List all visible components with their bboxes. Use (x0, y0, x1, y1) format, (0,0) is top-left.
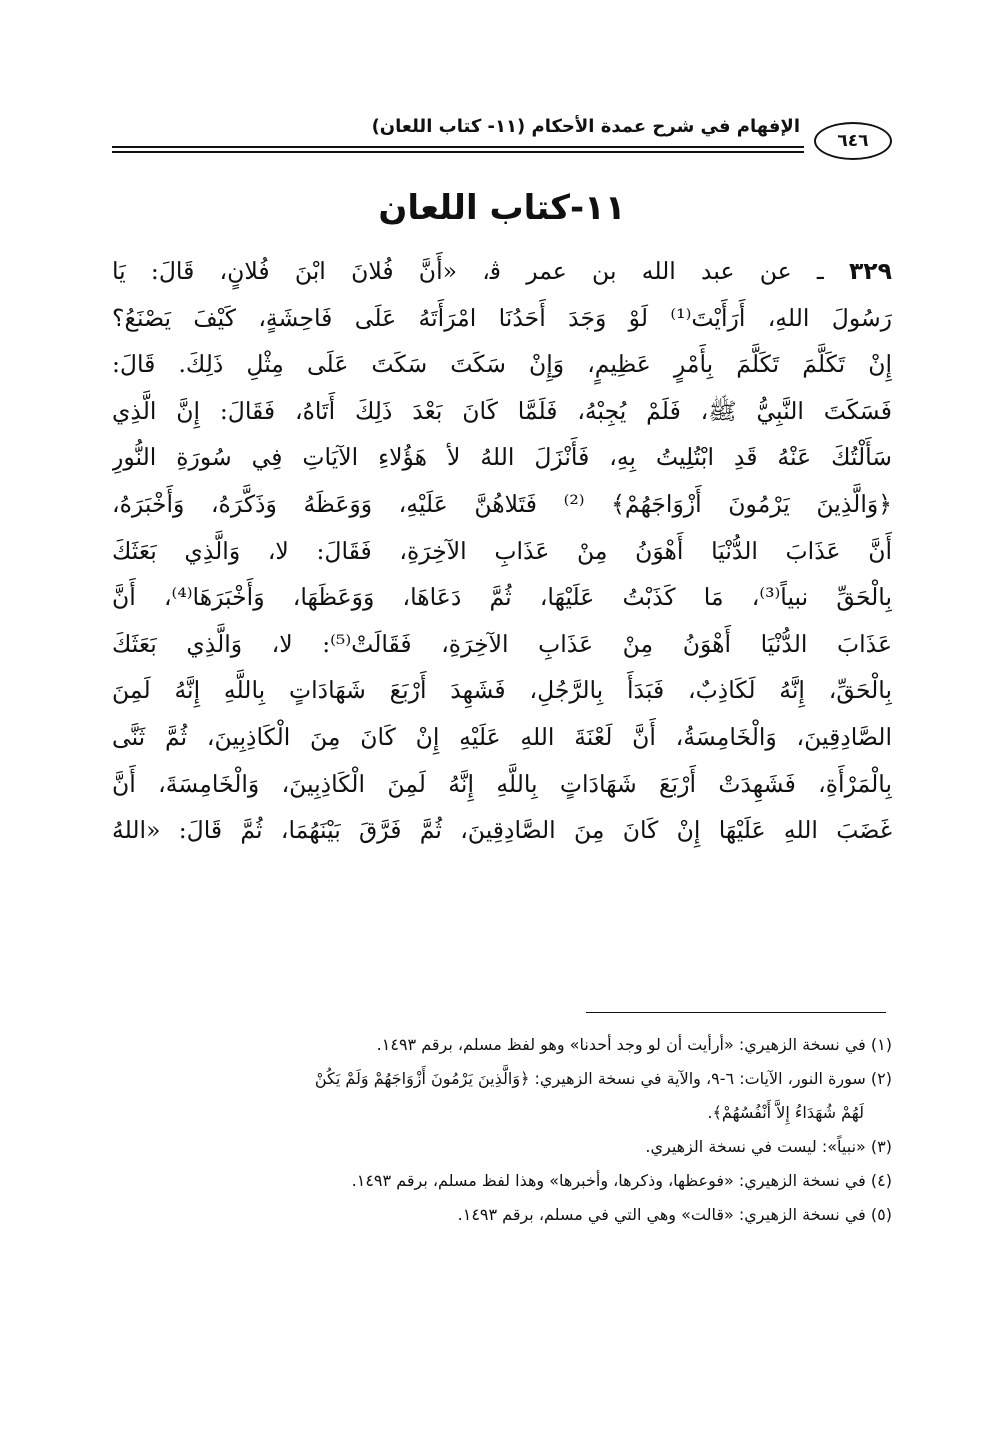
body-line: بِالْحَقِّ نبياً⁽³⁾، مَا كَذَبْتُ عَلَيْهَا، ثُمَّ دَعَاهَا، وَوَعَظَهَا، وَأَخْبَرَهَا⁽⁴⁾، أَنَّ (112, 583, 892, 612)
running-header-title: الإفهام في شرح عمدة الأحكام (١١- كتاب اللعان) (371, 116, 800, 137)
body-line: عَذَابَ الدُّنْيَا أَهْوَنُ مِنْ عَذَابِ الآخِرَةِ، فَقَالَتْ⁽⁵⁾: لا، وَالَّذِي بَعَثَكَ (112, 629, 892, 658)
body-line: غَضَبَ اللهِ عَلَيْهَا إِنْ كَانَ مِنَ الصَّادِقِينَ، ثُمَّ فَرَّقَ بَيْنَهُمَا، ثُمَّ قَالَ: «اللهُ (112, 816, 892, 845)
body-line: بِالْمَرْأَةِ، فَشَهِدَتْ أَرْبَعَ شَهَادَاتٍ بِاللَّهِ إِنَّهُ لَمِنَ الْكَاذِبِينَ، وَالْخَامِسَةَ، أَنَّ (112, 769, 892, 798)
header-rule (112, 151, 804, 153)
running-header (112, 112, 892, 162)
body-line: الصَّادِقِينَ، وَالْخَامِسَةُ، أَنَّ لَعْنَةَ اللهِ عَلَيْهِ إِنْ كَانَ مِنَ الْكَاذِبِينَ، ثُمَّ ثَنَّى (112, 722, 892, 751)
page-number: ٦٤٦ (814, 122, 892, 160)
footnotes (112, 1028, 892, 1232)
hadith-number: ٣٢٩ (848, 257, 892, 285)
body-line: ﴿وَالَّذِينَ يَرْمُونَ أَزْوَاجَهُمْ﴾ ⁽²⁾ فَتَلاهُنَّ عَلَيْهِ، وَوَعَظَهُ وَذَكَّرَهُ، وَأَخْبَرَهُ، (112, 489, 892, 518)
hadith-body (112, 248, 892, 854)
chapter-title: ١١-كتاب اللعان (378, 188, 626, 228)
body-line: أَنَّ عَذَابَ الدُّنْيَا أَهْوَنُ مِنْ عَذَابِ الآخِرَةِ، فَقَالَ: لا، وَالَّذِي بَعَثَكَ (112, 536, 892, 565)
footnote: (٤) في نسخة الزهيري: «فوعظها، وذكرها، وأخبرها» وهذا لفظ مسلم، برقم ١٤٩٣. (351, 1171, 892, 1190)
body-line: بِالْحَقِّ، إِنَّهُ لَكَاذِبٌ، فَبَدَأَ بِالرَّجُلِ، فَشَهِدَ أَرْبَعَ شَهَادَاتٍ بِاللَّهِ إِنَّهُ لَمِنَ (112, 676, 892, 705)
footnote: (٢) سورة النور، الآيات: ٦-٩، والآية في نسخة الزهيري: ﴿وَالَّذِينَ يَرْمُونَ أَزْوَاجَهُمْ وَلَمْ يَكُنْ (314, 1069, 892, 1088)
body-line: إِنْ تَكَلَّمَ تَكَلَّمَ بِأَمْرٍ عَظِيمٍ، وَإِنْ سَكَتَ سَكَتَ عَلَى مِثْلِ ذَلِكَ. قَالَ: (112, 350, 892, 379)
body-line: فَسَكَتَ النَّبِيُّ ﷺ، فَلَمْ يُجِبْهُ، فَلَمَّا كَانَ بَعْدَ ذَلِكَ أَتَاهُ، فَقَالَ: إِنَّ الَّذِي (112, 396, 892, 425)
body-line: رَسُولَ اللهِ، أَرَأَيْتَ⁽¹⁾ لَوْ وَجَدَ أَحَدُنَا امْرَأَتَهُ عَلَى فَاحِشَةٍ، كَيْفَ يَصْنَعُ؟ (112, 303, 892, 332)
header-rule (112, 146, 804, 148)
footnote: (١) في نسخة الزهيري: «أرأيت أن لو وجد أحدنا» وهو لفظ مسلم، برقم ١٤٩٣. (376, 1035, 892, 1054)
body-line: سَأَلْتُكَ عَنْهُ قَدِ ابْتُلِيتُ بِهِ، فَأَنْزَلَ اللهُ ﻷ هَؤُلاءِ الآيَاتِ فِي سُورَةِ النُّورِ (112, 443, 892, 472)
footnote-continuation: لَهُمْ شُهَدَاءُ إِلاَّ أَنْفُسُهُمْ﴾. (707, 1103, 864, 1122)
footnote: (٥) في نسخة الزهيري: «قالت» وهي التي في مسلم، برقم ١٤٩٣. (457, 1205, 892, 1224)
footnote: (٣) «نبياً»: ليست في نسخة الزهيري. (645, 1137, 892, 1156)
body-line: ٣٢٩ ـ عن عبد الله بن عمر ﭬ، «أَنَّ فُلانَ ابْنَ فُلانٍ، قَالَ: يَا (112, 257, 892, 285)
footnote-separator (586, 1012, 886, 1013)
